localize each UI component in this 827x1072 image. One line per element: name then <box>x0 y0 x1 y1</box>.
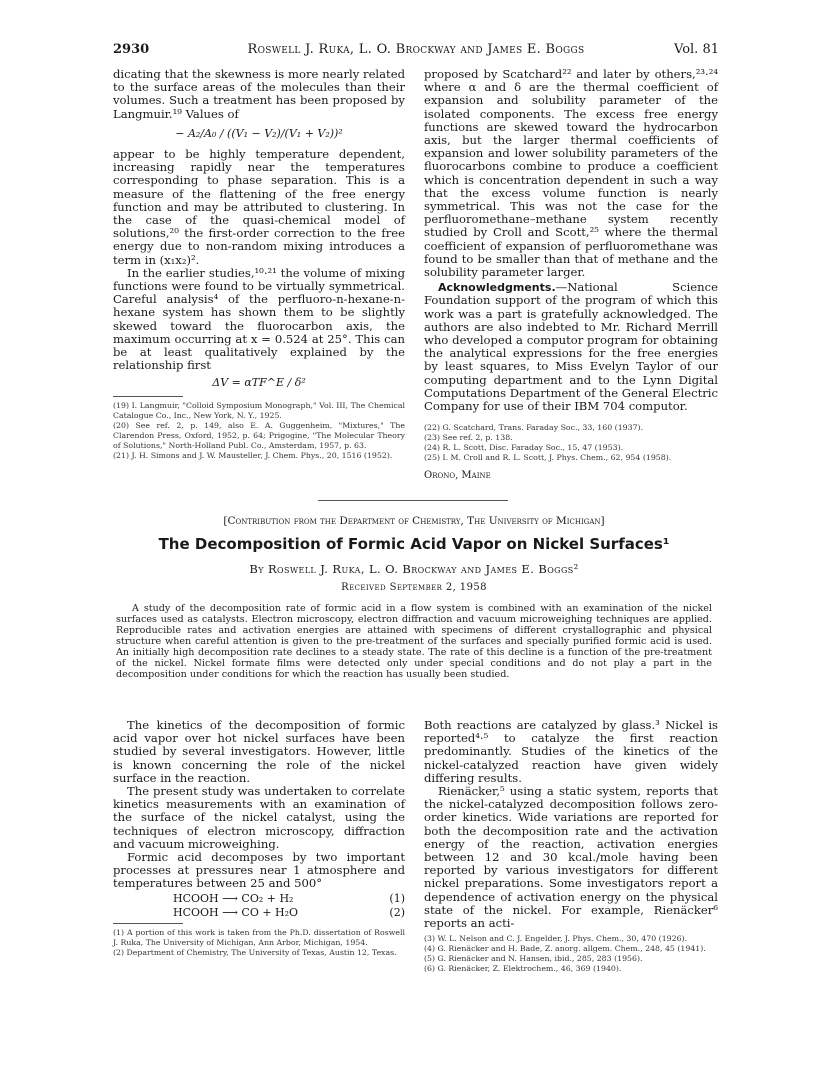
bottom-right-column <box>424 719 718 974</box>
footnotes <box>424 934 718 974</box>
footnote: (4) G. Rienäcker and H. Bade, Z. anorg. allgem. Chem., 248, 45 (1941). <box>424 944 706 954</box>
ack-heading: Acknowledgments. <box>438 281 556 295</box>
acknowledgments <box>424 281 718 413</box>
page-number: 2930 <box>113 42 150 57</box>
received-date: Received September 2, 1958 <box>341 582 487 593</box>
reaction-number: (1) <box>389 891 405 905</box>
paragraph: In the earlier studies,¹⁰·²¹ the volume of mixing functions were found to be virtually symmetrical. Careful analysis⁴ of the perfluoro-n-hexane-n-hexane system has shown them to be slightly skewed toward the fluorocarbon axis, the maximum occurring at x = 0.524 at 25°. This can be at least qualitatively explained by the relationship first <box>113 265 405 373</box>
footnote: (2) Department of Chemistry, The University of Texas, Austin 12, Texas. <box>113 948 397 958</box>
paragraph: appear to be highly temperature dependent, increasing rapidly near the temperatures corresponding to phase separation. This is a measure of the flattening of the free energy function and may be attributed to clustering. In the case of the quasi-chemical model of solutions,²⁰ the first-order correction to the free energy due to non-random mixing introduces a term in (x₁x₂)². <box>113 147 405 267</box>
bottom-left-column <box>113 719 405 958</box>
reaction-2 <box>173 906 405 919</box>
author-line: By Roswell J. Ruka, L. O. Brockway and James E. Boggs² <box>249 562 579 576</box>
footnote: (6) G. Rienäcker, Z. Elektrochem., 46, 369 (1940). <box>424 964 622 974</box>
section-divider <box>318 500 508 501</box>
paragraph: dicating that the skewness is more nearly related to the surface areas of the molecules than their volumes. Such a treatment has been proposed by Langmuir.¹⁹ Values of <box>113 67 405 121</box>
footnote: (5) G. Rienäcker and N. Hansen, ibid., 285, 283 (1956). <box>424 954 643 964</box>
footnote-rule <box>113 923 183 924</box>
footnote: (23) See ref. 2, p. 138. <box>424 433 513 443</box>
footnotes <box>113 401 405 461</box>
contribution-line: [Contribution from the Department of Chemistry, The University of Michigan] <box>223 515 605 527</box>
location-signature: Orono, Maine <box>424 470 491 482</box>
footnote: (22) G. Scatchard, Trans. Faraday Soc., 33, 160 (1937). <box>424 423 644 433</box>
article-title: The Decomposition of Formic Acid Vapor on Nickel Surfaces¹ <box>158 535 670 553</box>
reaction-equation: HCOOH ⟶ CO₂ + H₂ <box>173 891 294 905</box>
footnote: (21) J. H. Simons and J. W. Mausteller, J. Chem. Phys., 20, 1516 (1952). <box>113 450 393 460</box>
paragraph: Both reactions are catalyzed by glass.³ Nickel is reported⁴·⁵ to catalyze the first reaction predominantly. Studies of the kinetics of the nickel-catalyzed reaction have given widely differing results. <box>424 718 718 785</box>
equation-skewness: − A₂/A₀ / ((V₁ − V₂)/(V₁ + V₂))² <box>175 126 343 140</box>
paragraph: proposed by Scatchard²² and later by others,²³·²⁴ where α and δ are the thermal coefficient of expansion and solubility parameter of the isolated components. The excess free energy functions are skewed toward the hydrocarbon axis, but the larger thermal coefficients of expansion and lower solubility parameters of the fluorocarbons combine to produce a coefficient which is concentration dependent in such a way that the excess volume function is nearly symmetrical. This was not the case for the perfluoromethane–methane system recently studied by Croll and Scott,²⁵ where the thermal coefficient of expansion of perfluoromethane was found to be smaller than that of methane and the solubility parameter larger. <box>424 67 718 280</box>
top-right-column <box>424 68 718 482</box>
top-left-column <box>113 68 405 461</box>
abstract-text: A study of the decomposition rate of formic acid in a flow system is combined with an examination of the nickel surfaces used as catalysts. Electron microscopy, electron diffraction and vacuum microweighing techniques are applied. Reproducible rates and activation energies are attained with specimens of different crystallographic and physical structure when careful attention is given to the pre-treatment of the surfaces and specially purified formic acid is used. An initially high decomposition rate declines to a steady state. The rate of this decline is a function of the pre-treatment of the nickel. Nickel formate films were detected only under special conditions and do not play a part in the decomposition under conditions for which the reaction has usually been studied. <box>116 603 712 680</box>
ack-text: —National Science Foundation support of the program of which this work was a part is gratefully acknowledged. The authors are also indebted to Mr. Richard Merrill who developed a computor program for obtaining the analytical expressions for the free energies by least squares, to Miss Evelyn Taylor of our computing department and to the Lynn Digital Computations Department of the General Electric Company for use of their IBM 704 computor. <box>424 280 718 414</box>
volume-label: Vol. 81 <box>674 42 719 57</box>
footnote: (25) I. M. Croll and R. L. Scott, J. Phys. Chem., 62, 954 (1958). <box>424 453 672 463</box>
reaction-1 <box>173 892 405 905</box>
footnote: (20) See ref. 2, p. 149, also E. A. Guggenheim, "Mixtures," The Clarendon Press, Oxford, 1952, p. 64; Prigogine, "The Molecular Theory of Solutions," North-Holland Publ. Co., Amsterdam, 1957, p. 63. <box>113 420 405 450</box>
paragraph: The present study was undertaken to correlate kinetics measurements with an examination of the surface of the nickel catalyst, using the techniques of electron microscopy, diffraction and vacuum microweighing. <box>113 784 405 851</box>
running-header <box>113 42 719 62</box>
running-title: Roswell J. Ruka, L. O. Brockway and James E. Boggs <box>247 42 585 57</box>
equation-volume: ΔV = αTF^E / δ² <box>212 376 306 390</box>
footnotes <box>113 928 405 958</box>
footnote: (19) I. Langmuir, "Colloid Symposium Monograph," Vol. III, The Chemical Catalogue Co., Inc., New York, N. Y., 1925. <box>113 400 405 420</box>
footnote-rule <box>113 396 183 397</box>
footnote: (1) A portion of this work is taken from the Ph.D. dissertation of Roswell J. Ruka, The University of Michigan, Ann Arbor, Michigan, 1954. <box>113 928 405 948</box>
reaction-equation: HCOOH ⟶ CO + H₂O <box>173 905 299 919</box>
paragraph: The kinetics of the decomposition of formic acid vapor over hot nickel surfaces have been studied by several investigators. However, little is known concerning the role of the nickel surface in the reaction. <box>113 718 405 785</box>
paragraph: Formic acid decomposes by two important processes at pressures near 1 atmosphere and temperatures between 25 and 500° <box>113 850 405 891</box>
footnote: (3) W. L. Nelson and C. J. Engelder, J. Phys. Chem., 30, 470 (1926). <box>424 934 688 944</box>
paragraph: Rienäcker,⁵ using a static system, reports that the nickel-catalyzed decomposition follows zero-order kinetics. Wide variations are reported for both the decomposition rate and the activation energy of the reaction, activation energies between 12 and 30 kcal./mole having been reported by various investigators for different nickel preparations. Some investigators report a dependence of activation energy on the physical state of the nickel. For example, Rienäcker⁶ reports an acti- <box>424 784 718 931</box>
footnotes <box>424 423 718 463</box>
abstract <box>116 603 712 680</box>
footnote: (24) R. L. Scott, Disc. Faraday Soc., 15, 47 (1953). <box>424 443 624 453</box>
reaction-number: (2) <box>389 905 405 919</box>
